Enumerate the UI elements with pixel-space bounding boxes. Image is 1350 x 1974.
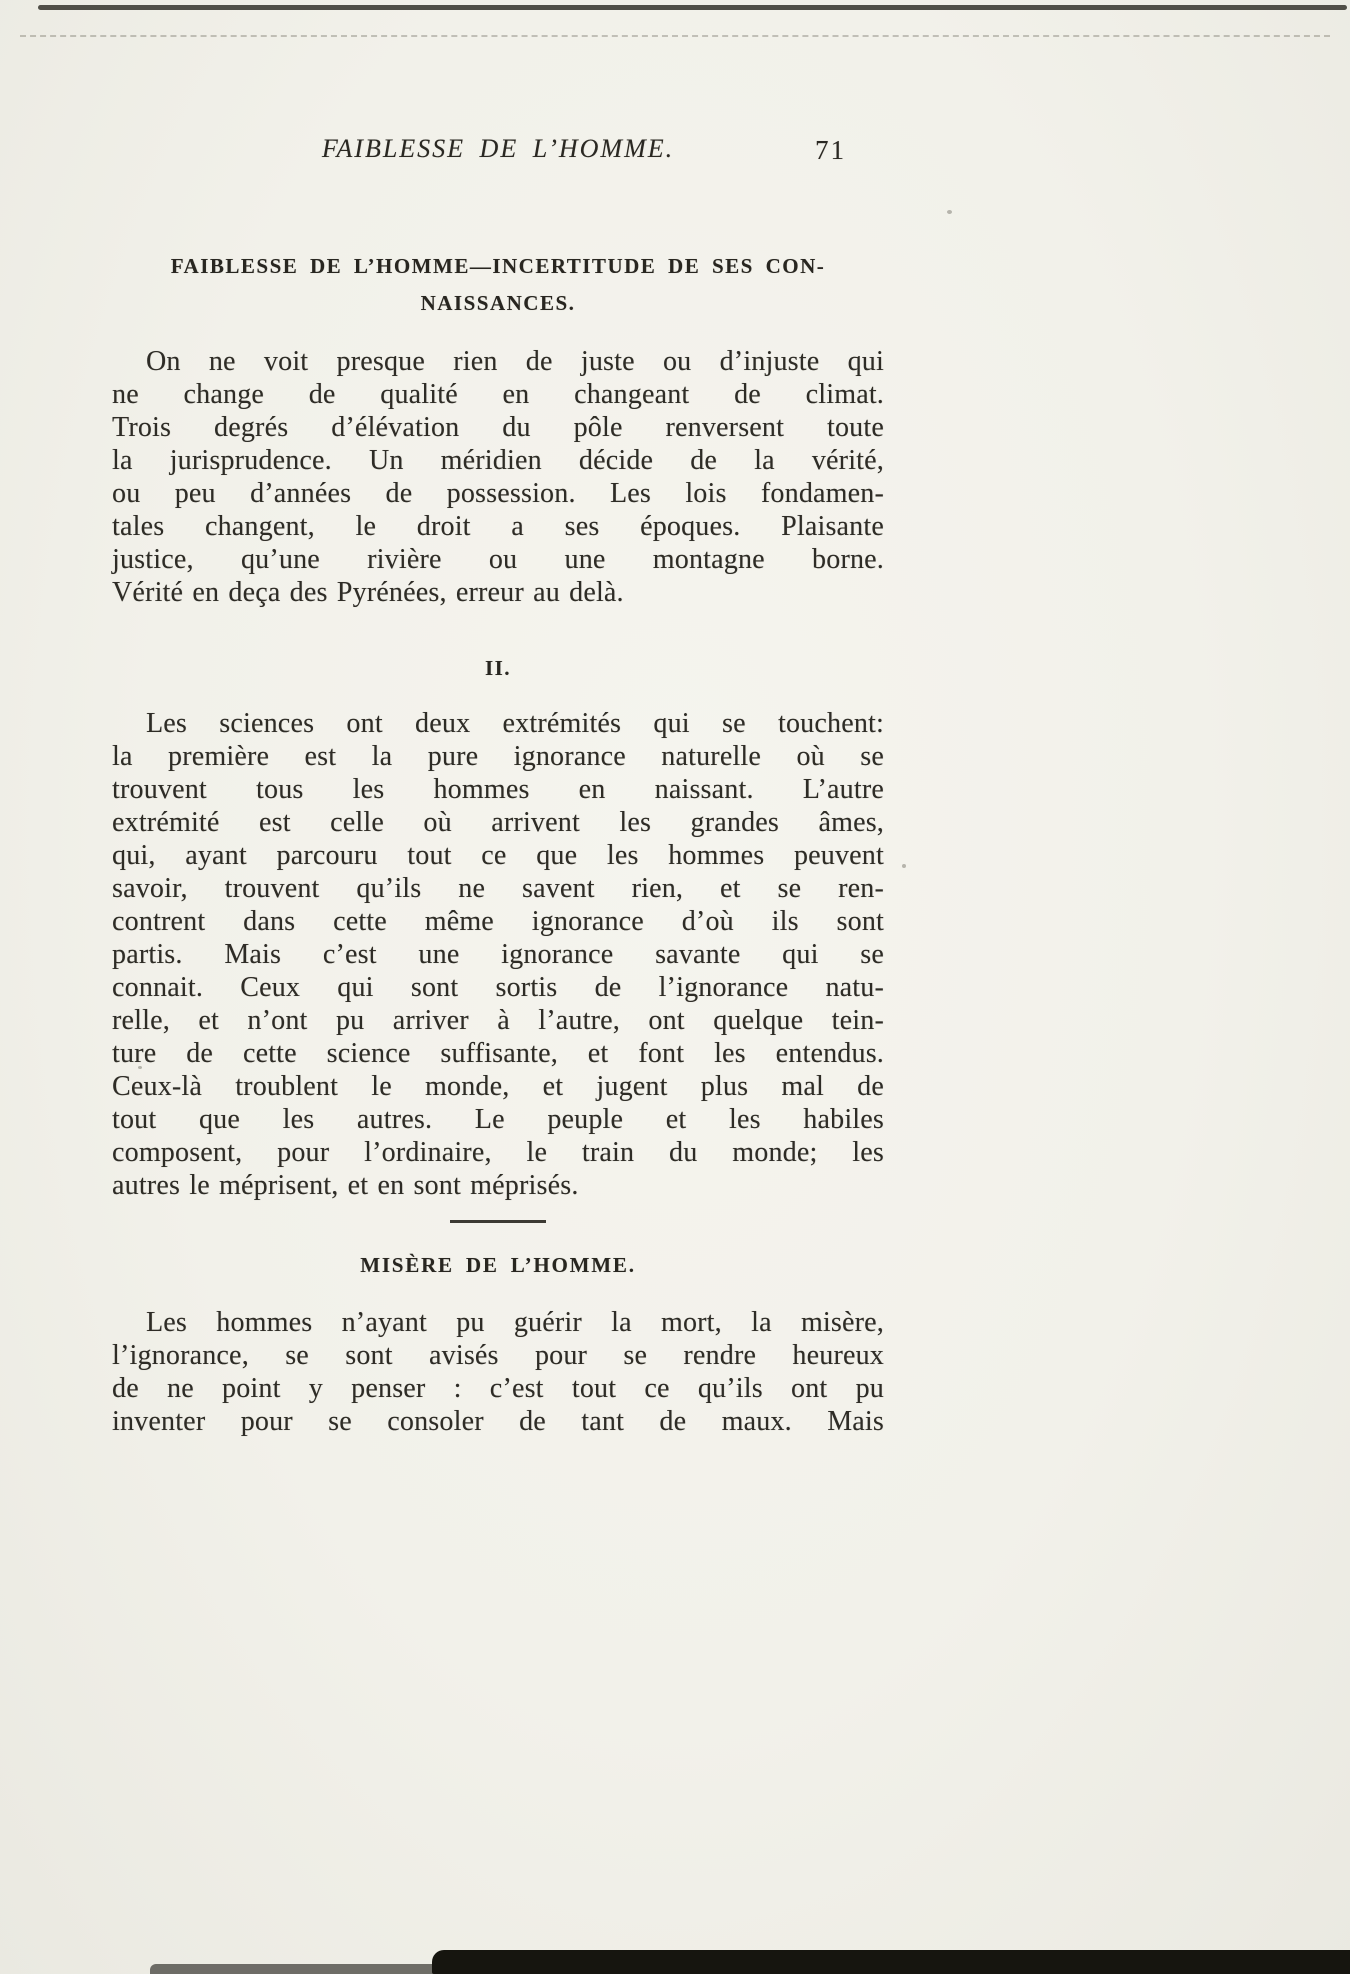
- text-line: On ne voit presque rien de juste ou d’injuste qui: [146, 346, 884, 377]
- chapter-heading-line: FAIBLESSE DE L’HOMME—INCERTITUDE DE SES CON-: [170, 254, 826, 278]
- text-line: trouvent tous les hommes en naissant. L’autre: [112, 774, 884, 805]
- scan-speck: [947, 210, 952, 214]
- text-line: tales changent, le droit a ses époques. Plaisante: [112, 511, 884, 542]
- text-line: l’ignorance, se sont avisés pour se rendre heureux: [112, 1340, 884, 1371]
- text-line: la première est la pure ignorance naturelle où se: [112, 741, 884, 772]
- chapter-heading: [112, 248, 884, 322]
- text-column: [112, 0, 884, 1438]
- scan-artifact-bottom-band: [432, 1950, 1350, 1974]
- text-line: partis. Mais c’est une ignorance savante qui se: [112, 939, 884, 970]
- text-line: savoir, trouvent qu’ils ne savent rien, et se ren-: [112, 873, 884, 904]
- text-line: la jurisprudence. Un méridien décide de la vérité,: [112, 445, 884, 476]
- text-line: ture de cette science suffisante, et font les entendus.: [112, 1038, 884, 1069]
- text-line: tout que les autres. Le peuple et les habiles: [112, 1104, 884, 1135]
- scan-artifact-bottom-tail: [150, 1964, 450, 1974]
- text-line: Ceux-là troublent le monde, et jugent plus mal de: [112, 1071, 884, 1102]
- text-line: composent, pour l’ordinaire, le train du monde; les: [112, 1137, 884, 1168]
- text-line: contrent dans cette même ignorance d’où ils sont: [112, 906, 884, 937]
- text-line: connait. Ceux qui sont sortis de l’ignorance natu-: [112, 972, 884, 1003]
- text-line: qui, ayant parcouru tout ce que les hommes peuvent: [112, 840, 884, 871]
- paragraph-1: [112, 345, 884, 609]
- text-line: Les sciences ont deux extrémités qui se touchent:: [146, 708, 884, 739]
- text-line: justice, qu’une rivière ou une montagne borne.: [112, 544, 884, 575]
- text-line: ou peu d’années de possession. Les lois fondamen-: [112, 478, 884, 509]
- section-divider-rule: [450, 1220, 546, 1223]
- text-line: relle, et n’ont pu arriver à l’autre, ont quelque tein-: [112, 1005, 884, 1036]
- text-line: autres le méprisent, et en sont méprisés.: [112, 1170, 579, 1201]
- section-marker: II.: [484, 656, 512, 680]
- scan-speck: [902, 864, 906, 868]
- text-line: ne change de qualité en changeant de climat.: [112, 379, 884, 410]
- text-line: inventer pour se consoler de tant de maux. Mais: [112, 1406, 884, 1437]
- text-line: de ne point y penser : c’est tout ce qu’ils ont pu: [112, 1373, 884, 1404]
- text-line: extrémité est celle où arrivent les grandes âmes,: [112, 807, 884, 838]
- chapter-heading-line: NAISSANCES.: [420, 291, 576, 315]
- paragraph-3: [112, 1306, 884, 1438]
- running-header: [112, 134, 884, 170]
- page-number: 71: [815, 135, 846, 165]
- text-line: Trois degrés d’élévation du pôle renversent toute: [112, 412, 884, 443]
- text-line: Les hommes n’ayant pu guérir la mort, la misère,: [146, 1307, 884, 1338]
- text-line: Vérité en deça des Pyrénées, erreur au delà.: [112, 577, 624, 608]
- subchapter-heading: MISÈRE DE L’HOMME.: [360, 1253, 636, 1277]
- running-header-title: FAIBLESSE DE L’HOMME.: [321, 134, 675, 163]
- paragraph-2: [112, 707, 884, 1202]
